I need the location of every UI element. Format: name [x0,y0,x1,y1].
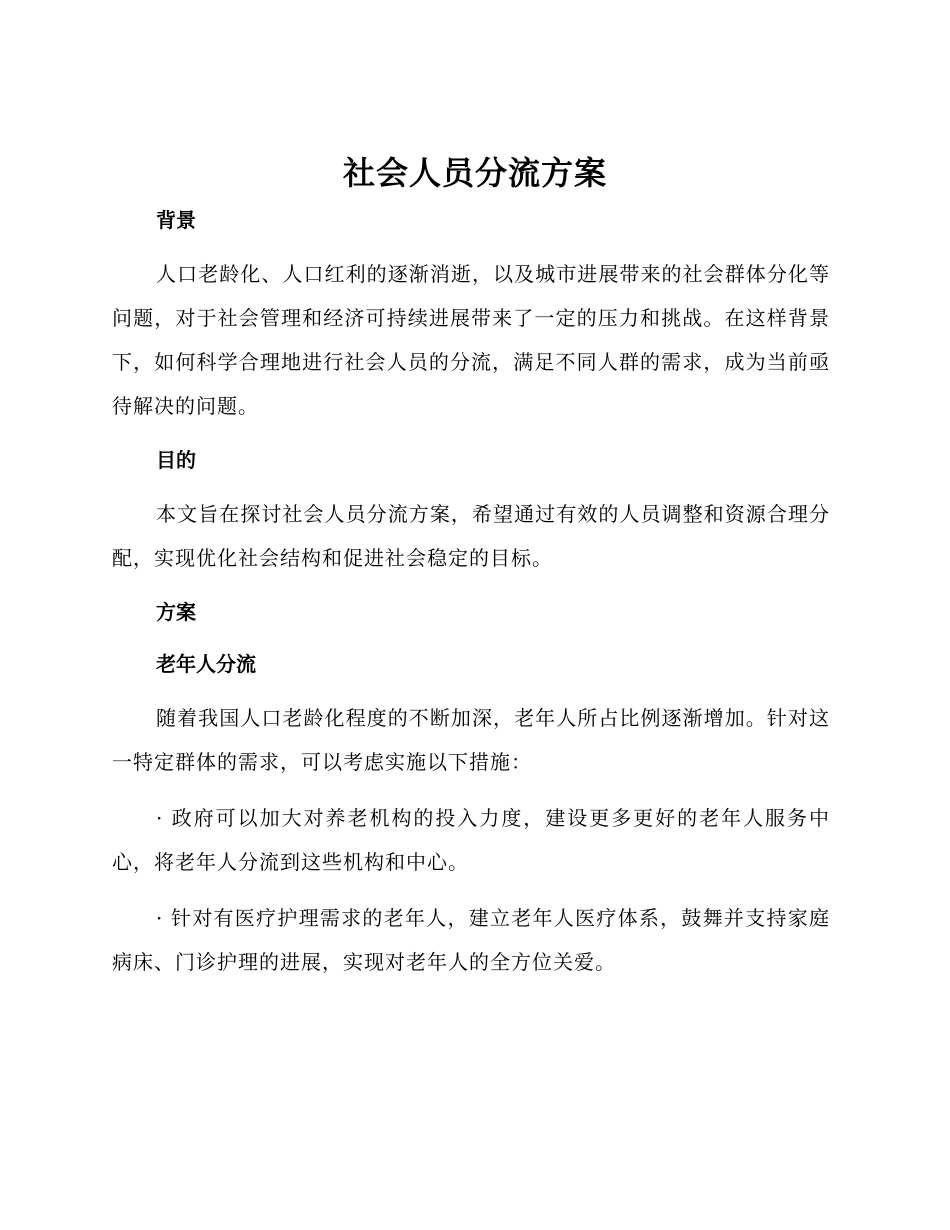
paragraph-background: 人口老龄化、人口红利的逐渐消逝，以及城市进展带来的社会群体分化等问题，对于社会管理和经济可持续进展带来了一定的压力和挑战。在这样背景下，如何科学合理地进行社会人员的分流，满足不同人群的需求，成为当前亟待解决的问题。 [112,262,830,418]
bullet-item-1: · 政府可以加大对养老机构的投入力度，建设更多更好的老年人服务中心，将老年人分流到这些机构和中心。 [112,806,830,874]
bullet-item-2: · 针对有医疗护理需求的老年人，建立老年人医疗体系，鼓舞并支持家庭病床、门诊护理的进展，实现对老年人的全方位关爱。 [112,906,830,974]
paragraph-purpose: 本文旨在探讨社会人员分流方案，希望通过有效的人员调整和资源合理分配，实现优化社会结构和促进社会稳定的目标。 [112,502,830,570]
heading-elderly: 老年人分流 [156,652,256,676]
document-title: 社会人员分流方案 [342,154,607,192]
paragraph-elderly: 随着我国人口老龄化程度的不断加深，老年人所占比例逐渐增加。针对这一特定群体的需求，可以考虑实施以下措施： [112,706,830,774]
document-body [112,200,830,984]
heading-background: 背景 [156,208,196,232]
heading-purpose: 目的 [156,448,196,472]
heading-plan: 方案 [156,600,196,624]
